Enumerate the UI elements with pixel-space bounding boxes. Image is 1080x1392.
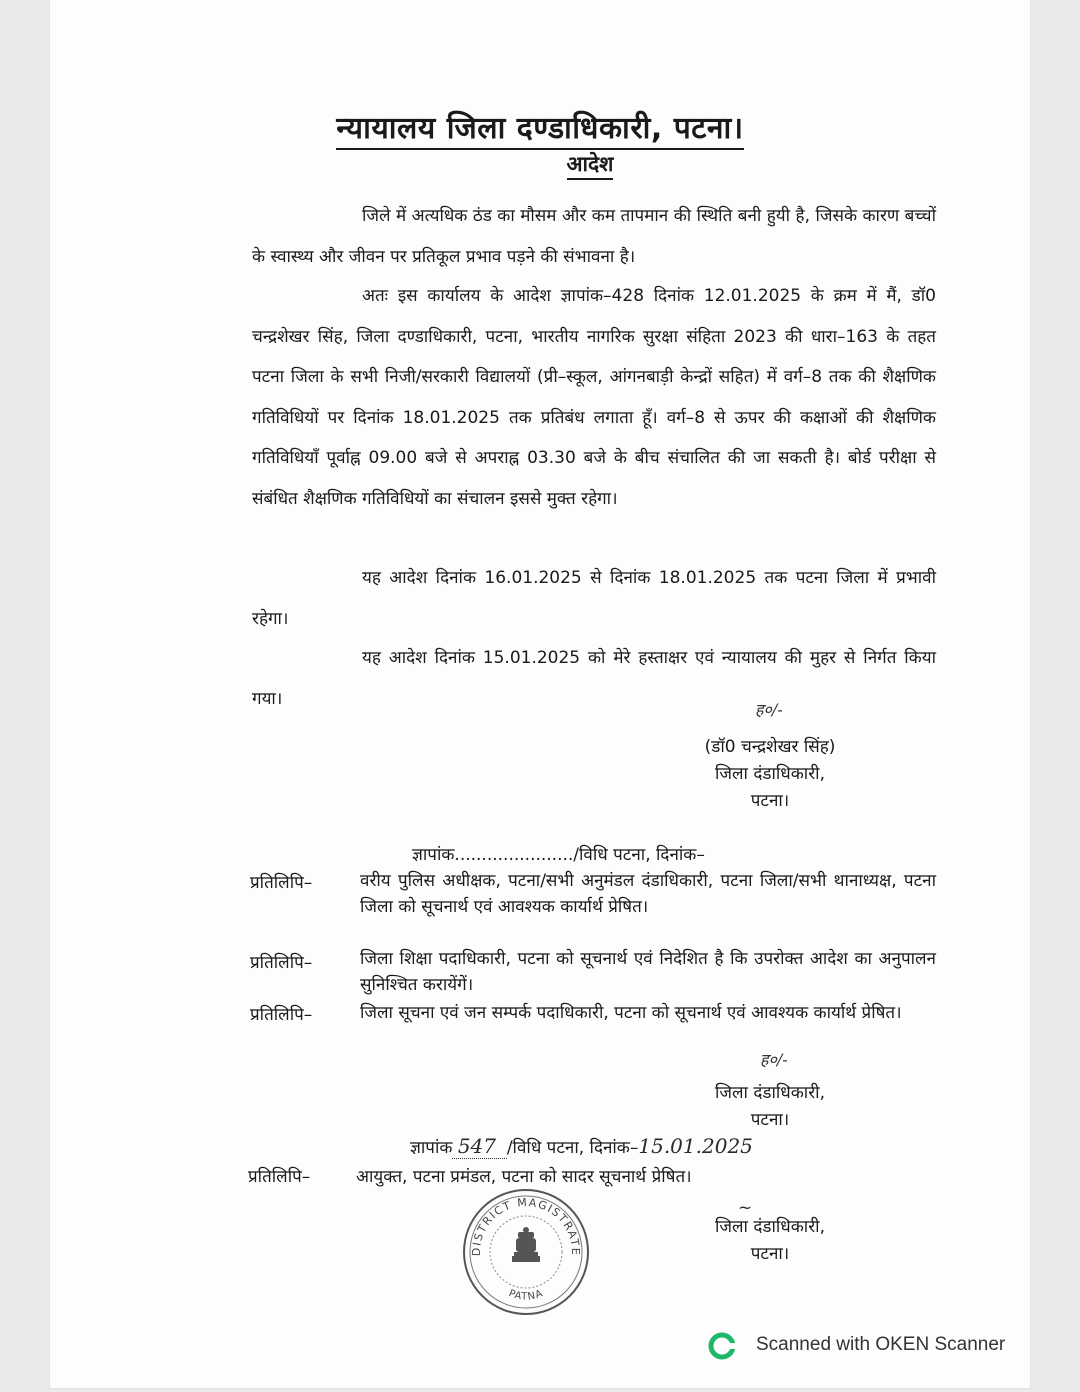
copy-label-3: प्रतिलिपि–	[250, 1005, 313, 1025]
seal-top-text: DISTRICT MAGISTRATE	[469, 1195, 583, 1257]
signature-block-3	[690, 1214, 850, 1268]
copy-text-2: जिला शिक्षा पदाधिकारी, पटना को सूचनार्थ एवं निदेशित है कि उपरोक्त आदेश का अनुपालन सुनिश्चित करायेंगें।	[360, 949, 936, 995]
svg-text:PATNA	[507, 1288, 545, 1303]
signatory-place: पटना।	[750, 791, 790, 811]
signatory-name: (डॉ0 चन्द्रशेखर सिंह)	[704, 737, 836, 757]
memo-number-handwritten: 547	[457, 1134, 497, 1158]
order-heading: आदेश	[0, 150, 1080, 178]
paragraph-3: यह आदेश दिनांक 16.01.2025 से दिनांक 18.01.2025 तक पटना जिला में प्रभावी रहेगा।	[252, 568, 936, 629]
scanner-watermark: Scanned with OKEN Scanner	[756, 1334, 1006, 1355]
signature-initial-2: ह०/-	[760, 1050, 788, 1069]
copy-label-2: प्रतिलिपि–	[250, 953, 313, 973]
memo-line-1: ज्ञापांक....................../विधि पटना, दिनांक–	[412, 845, 705, 865]
final-copy-text: आयुक्त, पटना प्रमंडल, पटना को सादर सूचनार्थ प्रेषित।	[356, 1167, 692, 1187]
memo-date-handwritten: 15.01.2025	[638, 1134, 753, 1158]
signatory-designation-2: जिला दंडाधिकारी,	[715, 1083, 825, 1103]
copy-text-3: जिला सूचना एवं जन सम्पर्क पदाधिकारी, पटना को सूचनार्थ एवं आवश्यक कार्यार्थ प्रेषित।	[360, 1003, 902, 1023]
handwritten-signature-3: ~	[738, 1198, 753, 1218]
emblem-icon	[512, 1227, 540, 1262]
signature-initial-1: ह०/-	[755, 700, 783, 719]
oken-scanner-logo-icon	[708, 1332, 736, 1360]
court-title: न्यायालय जिला दण्डाधिकारी, पटना।	[0, 106, 1080, 147]
final-copy-label: प्रतिलिपि–	[248, 1167, 311, 1187]
copy-label-1: प्रतिलिपि–	[250, 873, 313, 893]
paragraph-4: यह आदेश दिनांक 15.01.2025 को मेरे हस्ताक्षर एवं न्यायालय की मुहर से निर्गत किया गया।	[252, 648, 936, 709]
seal-bottom-text: PATNA	[506, 1288, 546, 1303]
signatory-place-2: पटना।	[750, 1110, 790, 1130]
memo-prefix: ज्ञापांक	[410, 1138, 453, 1158]
signatory-designation: जिला दंडाधिकारी,	[715, 764, 825, 784]
memo-mid: /विधि पटना, दिनांक–	[506, 1138, 639, 1158]
copy-text-1: वरीय पुलिस अधीक्षक, पटना/सभी अनुमंडल दंडाधिकारी, पटना जिला/सभी थानाध्यक्ष, पटना जिला को सूचनार्थ एवं आवश्यक कार्यार्थ प्रेषित।	[360, 871, 936, 917]
memo-line-2	[410, 1134, 753, 1158]
signatory-designation-3: जिला दंडाधिकारी,	[715, 1217, 825, 1237]
signatory-place-3: पटना।	[750, 1244, 790, 1264]
signature-block-1	[660, 734, 880, 815]
signature-block-2	[690, 1080, 850, 1134]
district-magistrate-seal	[460, 1186, 592, 1318]
paragraph-1: जिले में अत्यधिक ठंड का मौसम और कम तापमान की स्थिति बनी हुयी है, जिसके कारण बच्चों के स्वास्थ्य और जीवन पर प्रतिकूल प्रभाव पड़ने की संभावना है।	[252, 206, 936, 267]
paragraph-2: अतः इस कार्यालय के आदेश ज्ञापांक–428 दिनांक 12.01.2025 के क्रम में मैं, डॉ0 चन्द्रशेखर सिंह, जिला दण्डाधिकारी, पटना, भारतीय नागरिक सुरक्षा संहिता 2023 की धारा–163 के तहत पटना जिला के सभी निजी/सरकारी विद्यालयों (प्री–स्कूल, आंगनबाड़ी केन्द्रों सहित) में वर्ग–8 तक की शैक्षणिक गतिविधियों पर दिनांक 18.01.2025 तक प्रतिबंध लगाता हूँ। वर्ग–8 से ऊपर की कक्षाओं की शैक्षणिक गतिविधियाँ पूर्वाह्न 09.00 बजे से अपराह्न 03.30 बजे के बीच संचालित की जा सकती है। बोर्ड परीक्षा से संबंधित शैक्षणिक गतिविधियों का संचालन इससे मुक्त रहेगा।	[252, 286, 936, 509]
